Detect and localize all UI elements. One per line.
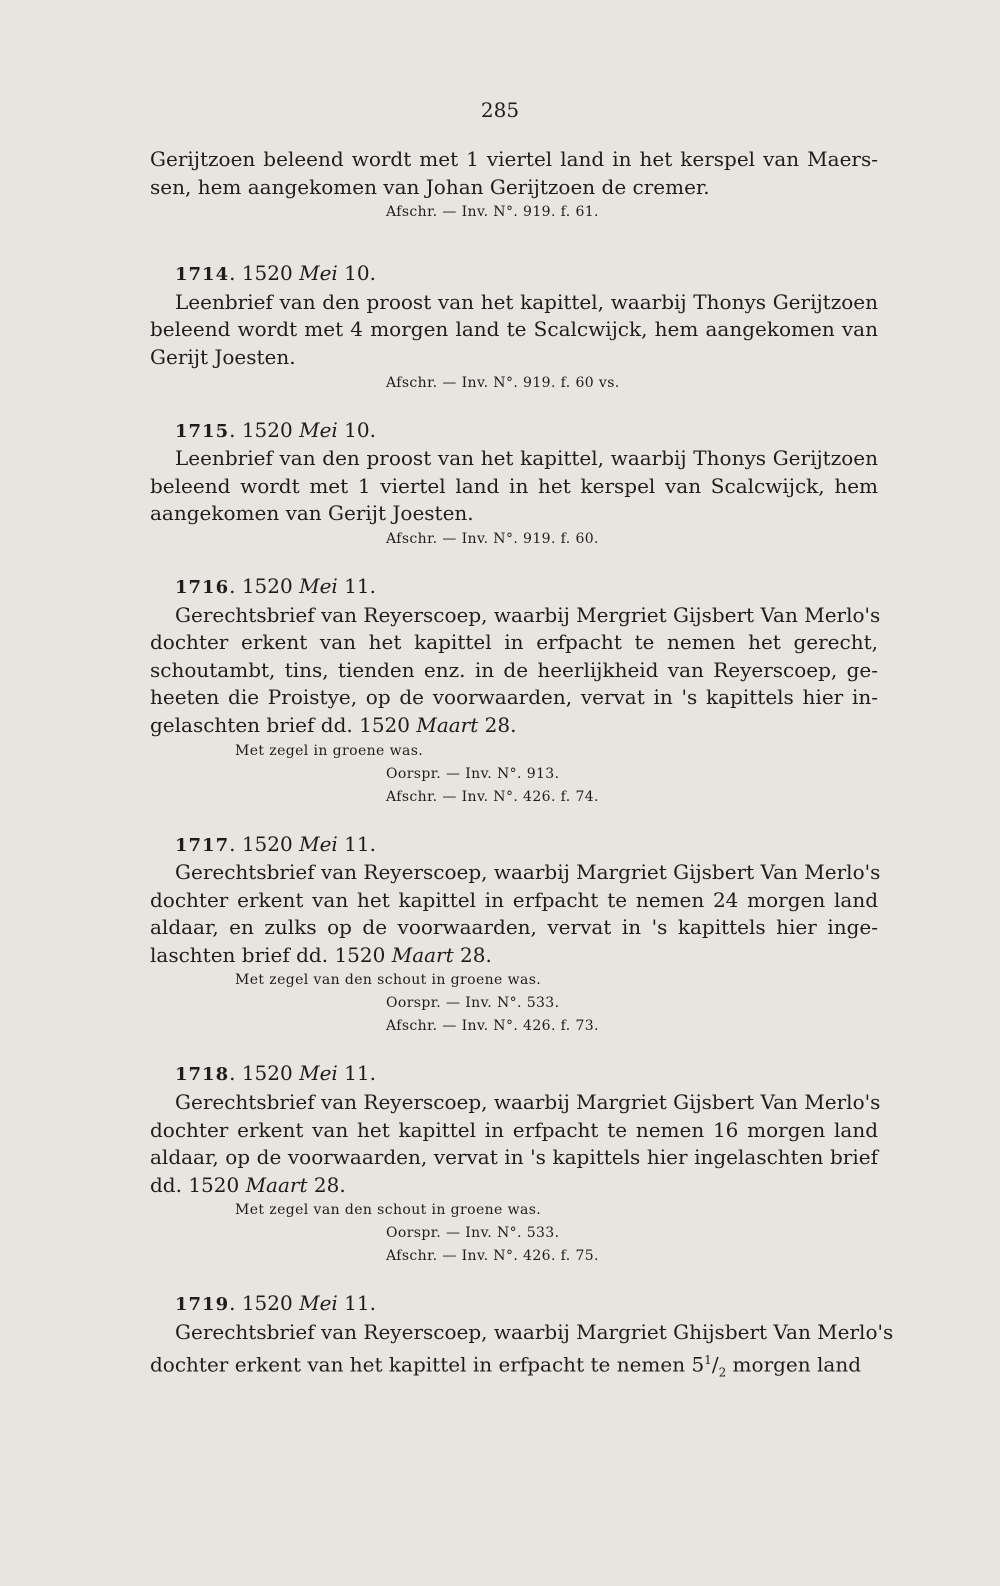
entry-year: 1520 [241,1061,293,1086]
entry-month: Mei [299,1061,338,1086]
register-entry [150,260,878,394]
text-fragment: laschten brief dd. 1520 [150,942,386,967]
source-reference: Afschr. — Inv. N°. 919. f. 60. [386,530,599,547]
source-reference: Afschr. — Inv. N°. 919. f. 60 vs. [386,374,620,391]
entry-day: 10. [344,417,376,442]
register-entry [150,573,881,809]
text-line [150,1172,878,1200]
text-line: Gerijt Joesten. [150,344,296,369]
text-line: dochter erkent van het kapittel in erfpacht te nemen $5^1/_2$ morgen land [150,1352,862,1380]
text-line: Gerechtsbrief van Reyerscoep, waarbij Mergriet Gijsbert Van Merlo's [175,602,881,627]
register-entry [150,831,881,1039]
register-entry [150,1290,894,1386]
entry-day: 28. [460,942,492,967]
text-line: Gerechtsbrief van Reyerscoep, waarbij Margriet Gijsbert Van Merlo's [175,1090,881,1115]
text-line: Gerechtsbrief van Reyerscoep, waarbij Margriet Ghijsbert Van Merlo's [175,1320,894,1345]
entry-number: 1719 [175,1294,230,1316]
entry-number: 1715 [175,420,230,442]
text-line: schoutambt, tins, tienden enz. in de heerlijkheid van Reyerscoep, ge- [150,657,878,682]
entry-month: Mei [299,261,338,286]
entry-heading: 1718. 1520 Mei 11. [175,1061,376,1086]
text-line: dochter erkent van het kapittel in erfpacht te nemen 16 morgen land [150,1117,878,1142]
entry-day: 28. [484,712,517,737]
entry-number: 1714 [175,264,230,286]
entry-year: 1520 [241,1291,293,1316]
text-line: dochter erkent van het kapittel in erfpacht te nemen het gerecht, [150,630,878,655]
source-reference: Oorspr. — Inv. N°. 533. [386,995,560,1012]
fraction-numerator: 1 [704,1352,712,1367]
text-line: Leenbrief van den proost van het kapittel, waarbij Thonys Gerijtzoen [175,289,878,314]
source-reference: Oorspr. — Inv. N°. 533. [386,1225,560,1242]
page-body [150,146,894,1405]
entry-number: 1716 [175,576,230,598]
source-reference: Afschr. — Inv. N°. 426. f. 74. [386,788,599,805]
source-reference: Afschr. — Inv. N°. 426. f. 73. [386,1018,599,1035]
continuation-block [150,146,878,224]
text-line: Gerijtzoen beleend wordt met 1 viertel land in het kerspel van Maers- [150,147,878,171]
text-line: aangekomen van Gerijt Joesten. [150,501,474,526]
entry-day: 10. [344,261,376,286]
entry-month: Mei [299,573,338,598]
text-line [150,942,878,970]
entry-month: Mei [299,1291,338,1316]
entry-month: Mei [299,831,338,856]
fraction-denominator: 2 [718,1365,727,1380]
entry-heading: 1715. 1520 Mei 10. [175,417,376,442]
seal-note: Met zegel van den schout in groene was. [235,972,542,989]
entry-day: 28. [313,1172,346,1197]
text-line: beleend wordt met 1 viertel land in het kerspel van Scalcwijck, hem [150,473,878,498]
text-fragment: dochter erkent van het kapittel in erfpacht te nemen 5 [150,1352,705,1377]
entry-heading: 1719. 1520 Mei 11. [175,1291,376,1316]
text-line: Leenbrief van den proost van het kapittel, waarbij Thonys Gerijtzoen [175,446,878,471]
entry-day: 11. [344,1061,376,1086]
entry-year: 1520 [241,261,293,286]
entry-heading: 1717. 1520 Mei 11. [175,831,376,856]
text-line: aldaar, op de voorwaarden, vervat in 's kapittels hier ingelaschten brief [150,1145,878,1170]
register-entry [150,417,878,551]
page-number: 285 [480,98,520,122]
text-fragment: dd. 1520 [150,1172,240,1197]
entry-year: 1520 [241,831,293,856]
text-line: beleend wordt met 4 morgen land te Scalcwijck, hem aangekomen van [150,317,878,342]
entry-month: Maart [416,712,479,737]
text-line: sen, hem aangekomen van Johan Gerijtzoen de cremer. [150,174,710,199]
text-line: dochter erkent van het kapittel in erfpacht te nemen 24 morgen land [150,887,878,912]
seal-note: Met zegel van den schout in groene was. [235,1202,542,1219]
text-line: heeten die Proistye, op de voorwaarden, vervat in 's kapittels hier in- [150,685,878,710]
seal-note: Met zegel in groene was. [235,742,424,759]
entry-heading: 1716. 1520 Mei 11. [175,573,376,598]
entry-number: 1717 [175,834,230,856]
entry-day: 11. [344,573,376,598]
text-line: Gerechtsbrief van Reyerscoep, waarbij Margriet Gijsbert Van Merlo's [175,860,881,885]
entry-month: Mei [299,417,338,442]
entry-month: Maart [245,1172,308,1197]
entry-day: 11. [344,831,376,856]
text-fragment: morgen land [726,1352,862,1377]
text-fragment: gelaschten brief dd. 1520 [150,712,410,737]
entry-heading: 1714. 1520 Mei 10. [175,261,376,286]
entry-day: 11. [344,1291,376,1316]
entry-year: 1520 [241,417,293,442]
text-line: aldaar, en zulks op de voorwaarden, vervat in 's kapittels hier inge- [150,915,878,940]
entry-year: 1520 [241,573,293,598]
register-entry [150,1060,881,1268]
source-reference: Afschr. — Inv. N°. 426. f. 75. [386,1248,599,1265]
text-line [150,712,878,740]
entry-month: Maart [391,942,454,967]
entry-number: 1718 [175,1064,230,1086]
source-reference: Afschr. — Inv. N°. 919. f. 61. [386,204,599,221]
source-reference: Oorspr. — Inv. N°. 913. [386,765,560,782]
